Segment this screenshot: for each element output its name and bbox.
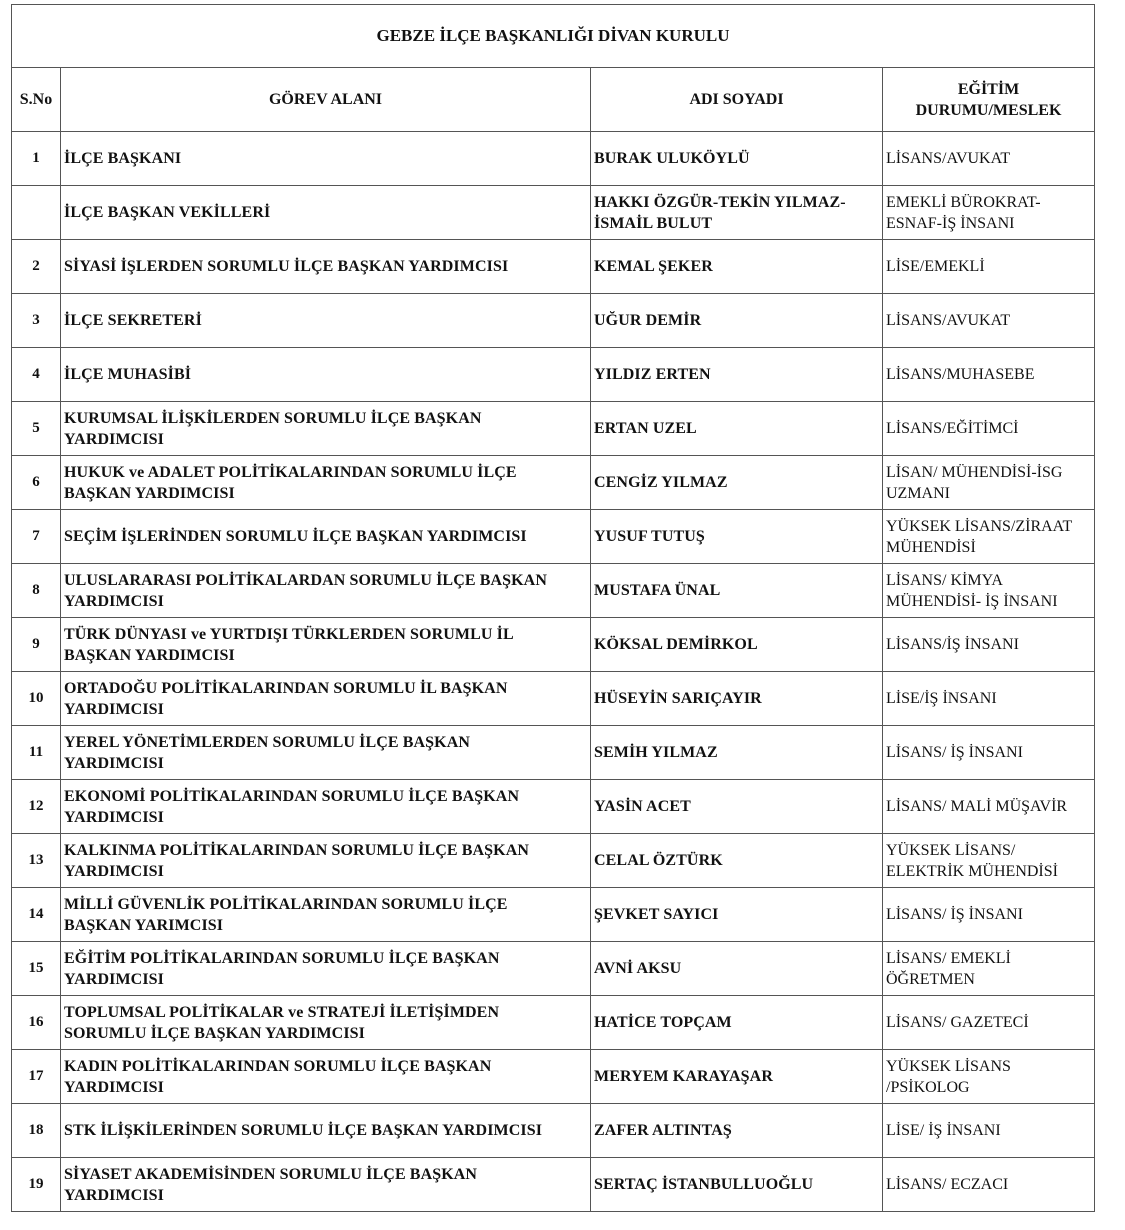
cell-egitim-durumu: LİSANS/EĞİTİMCİ	[883, 402, 1095, 456]
cell-egitim-durumu: LİSE/İŞ İNSANI	[883, 672, 1095, 726]
cell-sno: 11	[12, 726, 61, 780]
cell-sno: 1	[12, 132, 61, 186]
header-sno: S.No	[12, 68, 61, 132]
table-row	[12, 888, 1095, 942]
cell-gorev-alani: İLÇE SEKRETERİ	[61, 294, 591, 348]
table-row	[12, 402, 1095, 456]
cell-gorev-alani: EĞİTİM POLİTİKALARINDAN SORUMLU İLÇE BAŞKAN YARDIMCISI	[61, 942, 591, 996]
cell-adi-soyadi: SEMİH YILMAZ	[591, 726, 883, 780]
cell-egitim-durumu: LİSANS/ ECZACI	[883, 1158, 1095, 1212]
cell-gorev-alani: YEREL YÖNETİMLERDEN SORUMLU İLÇE BAŞKAN YARDIMCISI	[61, 726, 591, 780]
table-row	[12, 510, 1095, 564]
cell-sno: 10	[12, 672, 61, 726]
table-row	[12, 996, 1095, 1050]
table-row	[12, 564, 1095, 618]
cell-sno: 14	[12, 888, 61, 942]
cell-gorev-alani: KALKINMA POLİTİKALARINDAN SORUMLU İLÇE BAŞKAN YARDIMCISI	[61, 834, 591, 888]
cell-adi-soyadi: YILDIZ ERTEN	[591, 348, 883, 402]
cell-sno: 18	[12, 1104, 61, 1158]
cell-sno: 17	[12, 1050, 61, 1104]
cell-adi-soyadi: HATİCE TOPÇAM	[591, 996, 883, 1050]
cell-sno: 8	[12, 564, 61, 618]
table-row	[12, 672, 1095, 726]
table-row	[12, 240, 1095, 294]
table-row	[12, 726, 1095, 780]
divan-kurulu-table	[11, 4, 1095, 1212]
cell-egitim-durumu: LİSANS/ KİMYA MÜHENDİSİ- İŞ İNSANI	[883, 564, 1095, 618]
cell-adi-soyadi: HÜSEYİN SARIÇAYIR	[591, 672, 883, 726]
cell-gorev-alani: ORTADOĞU POLİTİKALARINDAN SORUMLU İL BAŞKAN YARDIMCISI	[61, 672, 591, 726]
cell-egitim-durumu: YÜKSEK LİSANS/ ELEKTRİK MÜHENDİSİ	[883, 834, 1095, 888]
cell-adi-soyadi: UĞUR DEMİR	[591, 294, 883, 348]
cell-adi-soyadi: SERTAÇ İSTANBULLUOĞLU	[591, 1158, 883, 1212]
cell-sno: 16	[12, 996, 61, 1050]
cell-gorev-alani: HUKUK ve ADALET POLİTİKALARINDAN SORUMLU İLÇE BAŞKAN YARDIMCISI	[61, 456, 591, 510]
header-gorev-alani: GÖREV ALANI	[61, 68, 591, 132]
cell-egitim-durumu: LİSANS/ MALİ MÜŞAVİR	[883, 780, 1095, 834]
cell-adi-soyadi: ZAFER ALTINTAŞ	[591, 1104, 883, 1158]
cell-sno: 6	[12, 456, 61, 510]
cell-egitim-durumu: LİSANS/ GAZETECİ	[883, 996, 1095, 1050]
cell-adi-soyadi: KEMAL ŞEKER	[591, 240, 883, 294]
header-adi-soyadi: ADI SOYADI	[591, 68, 883, 132]
cell-gorev-alani: İLÇE MUHASİBİ	[61, 348, 591, 402]
table-row	[12, 942, 1095, 996]
cell-egitim-durumu: LİSE/ İŞ İNSANI	[883, 1104, 1095, 1158]
cell-egitim-durumu: LİSANS/ EMEKLİ ÖĞRETMEN	[883, 942, 1095, 996]
cell-adi-soyadi: MUSTAFA ÜNAL	[591, 564, 883, 618]
table-row	[12, 348, 1095, 402]
cell-gorev-alani: SİYASET AKADEMİSİNDEN SORUMLU İLÇE BAŞKAN YARDIMCISI	[61, 1158, 591, 1212]
cell-egitim-durumu: YÜKSEK LİSANS /PSİKOLOG	[883, 1050, 1095, 1104]
cell-sno: 9	[12, 618, 61, 672]
header-egitim-durumu: EĞİTİM DURUMU/MESLEK	[883, 68, 1095, 132]
cell-gorev-alani: TÜRK DÜNYASI ve YURTDIŞI TÜRKLERDEN SORUMLU İL BAŞKAN YARDIMCISI	[61, 618, 591, 672]
table-row	[12, 186, 1095, 240]
table-row	[12, 456, 1095, 510]
cell-sno: 5	[12, 402, 61, 456]
cell-adi-soyadi: YASİN ACET	[591, 780, 883, 834]
table-row	[12, 618, 1095, 672]
cell-gorev-alani: KADIN POLİTİKALARINDAN SORUMLU İLÇE BAŞKAN YARDIMCISI	[61, 1050, 591, 1104]
table-row	[12, 132, 1095, 186]
cell-adi-soyadi: KÖKSAL DEMİRKOL	[591, 618, 883, 672]
cell-sno	[12, 186, 61, 240]
cell-adi-soyadi: ERTAN UZEL	[591, 402, 883, 456]
table-title-row	[12, 5, 1095, 68]
cell-adi-soyadi: ŞEVKET SAYICI	[591, 888, 883, 942]
cell-adi-soyadi: BURAK ULUKÖYLÜ	[591, 132, 883, 186]
cell-gorev-alani: MİLLİ GÜVENLİK POLİTİKALARINDAN SORUMLU İLÇE BAŞKAN YARIMCISI	[61, 888, 591, 942]
cell-egitim-durumu: LİSANS/AVUKAT	[883, 294, 1095, 348]
cell-adi-soyadi: MERYEM KARAYAŞAR	[591, 1050, 883, 1104]
cell-egitim-durumu: LİSANS/İŞ İNSANI	[883, 618, 1095, 672]
cell-gorev-alani: STK İLİŞKİLERİNDEN SORUMLU İLÇE BAŞKAN YARDIMCISI	[61, 1104, 591, 1158]
cell-adi-soyadi: CELAL ÖZTÜRK	[591, 834, 883, 888]
cell-egitim-durumu: LİSANS/AVUKAT	[883, 132, 1095, 186]
cell-gorev-alani: KURUMSAL İLİŞKİLERDEN SORUMLU İLÇE BAŞKAN YARDIMCISI	[61, 402, 591, 456]
cell-adi-soyadi: CENGİZ YILMAZ	[591, 456, 883, 510]
table-title: GEBZE İLÇE BAŞKANLIĞI DİVAN KURULU	[12, 5, 1095, 68]
cell-gorev-alani: TOPLUMSAL POLİTİKALAR ve STRATEJİ İLETİŞİMDEN SORUMLU İLÇE BAŞKAN YARDIMCISI	[61, 996, 591, 1050]
cell-sno: 2	[12, 240, 61, 294]
cell-sno: 12	[12, 780, 61, 834]
cell-gorev-alani: İLÇE BAŞKANI	[61, 132, 591, 186]
cell-sno: 3	[12, 294, 61, 348]
cell-adi-soyadi: AVNİ AKSU	[591, 942, 883, 996]
cell-sno: 7	[12, 510, 61, 564]
table-row	[12, 294, 1095, 348]
table-row	[12, 1050, 1095, 1104]
table-row	[12, 1158, 1095, 1212]
cell-egitim-durumu: EMEKLİ BÜROKRAT- ESNAF-İŞ İNSANI	[883, 186, 1095, 240]
cell-sno: 19	[12, 1158, 61, 1212]
cell-egitim-durumu: LİSAN/ MÜHENDİSİ-İSG UZMANI	[883, 456, 1095, 510]
table-row	[12, 780, 1095, 834]
cell-sno: 4	[12, 348, 61, 402]
cell-gorev-alani: SİYASİ İŞLERDEN SORUMLU İLÇE BAŞKAN YARDIMCISI	[61, 240, 591, 294]
cell-sno: 13	[12, 834, 61, 888]
cell-gorev-alani: ULUSLARARASI POLİTİKALARDAN SORUMLU İLÇE BAŞKAN YARDIMCISI	[61, 564, 591, 618]
table-row	[12, 1104, 1095, 1158]
cell-egitim-durumu: LİSANS/ İŞ İNSANI	[883, 888, 1095, 942]
cell-egitim-durumu: LİSE/EMEKLİ	[883, 240, 1095, 294]
cell-gorev-alani: SEÇİM İŞLERİNDEN SORUMLU İLÇE BAŞKAN YARDIMCISI	[61, 510, 591, 564]
cell-sno: 15	[12, 942, 61, 996]
cell-adi-soyadi: YUSUF TUTUŞ	[591, 510, 883, 564]
cell-egitim-durumu: LİSANS/ İŞ İNSANI	[883, 726, 1095, 780]
cell-egitim-durumu: YÜKSEK LİSANS/ZİRAAT MÜHENDİSİ	[883, 510, 1095, 564]
table-header-row	[12, 68, 1095, 132]
cell-egitim-durumu: LİSANS/MUHASEBE	[883, 348, 1095, 402]
table-row	[12, 834, 1095, 888]
cell-gorev-alani: İLÇE BAŞKAN VEKİLLERİ	[61, 186, 591, 240]
cell-gorev-alani: EKONOMİ POLİTİKALARINDAN SORUMLU İLÇE BAŞKAN YARDIMCISI	[61, 780, 591, 834]
cell-adi-soyadi: HAKKI ÖZGÜR-TEKİN YILMAZ- İSMAİL BULUT	[591, 186, 883, 240]
